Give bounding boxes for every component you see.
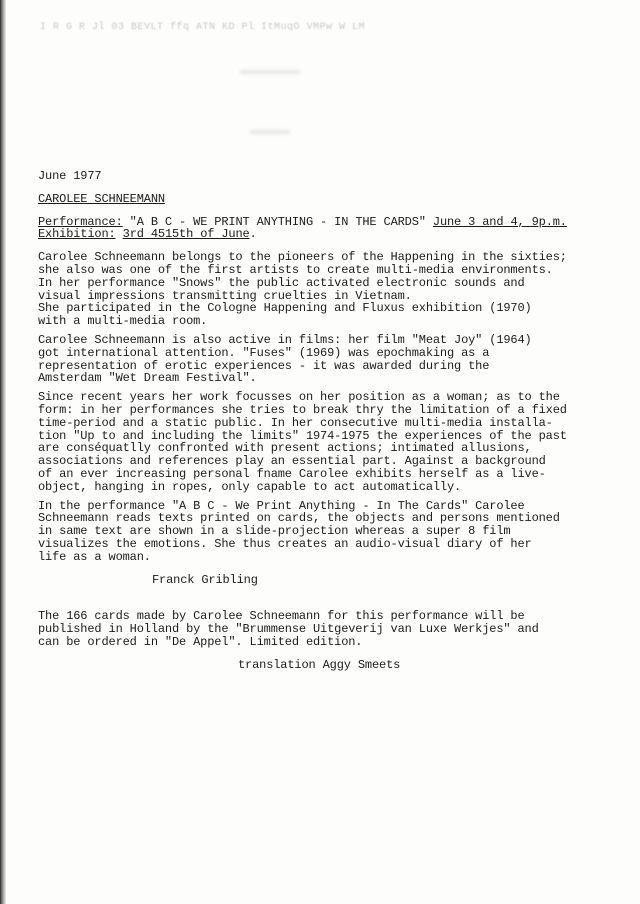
text-line: object, hanging in ropes, only capable to act automatically. [38,479,462,494]
exhibition-end: . [249,227,257,242]
text-line: with a multi-media room. [38,314,208,329]
smudge [240,70,300,74]
text-line: can be ordered in "De Appel". Limited edition. [38,634,363,649]
paragraph-2 [38,334,618,385]
exhibition-line [38,228,618,241]
text-line: time-period and a static public. In her consecutive multi-media installa- [38,415,553,430]
text-line: she also was one of the first artists to create multi-media environments. [38,262,553,277]
text-line: In the performance "A B C - We Print Anything - In The Cards" Carolee [38,498,525,513]
text-line: Carolee Schneemann is also active in films: her film "Meat Joy" (1964) [38,332,532,347]
page-edge-shadow [0,0,6,904]
text-line: Schneemann reads texts printed on cards, the objects and persons mentioned [38,511,560,526]
artist-name: CAROLEE SCHNEEMANN [38,191,165,206]
text-line: of an ever increasing personal fname Carolee exhibits herself as a live- [38,466,546,481]
text-line: visual impressions transmitting cruelties in Vietnam. [38,288,412,303]
text-line: in same text are shown in a slide-projection whereas a super 8 film [38,524,511,539]
smudge [250,130,290,134]
exhibition-dates: 3rd 4515th of June [122,227,250,242]
text-line: representation of erotic experiences - it was awarded during the [38,358,490,373]
paragraph-4 [38,500,618,564]
document-body [38,170,618,672]
text-line: associations and references play an essential part. Against a background [38,454,546,469]
text-line: form: in her performances she tries to break thry the limitation of a fixed [38,402,567,417]
performance-label: Performance: [38,214,123,229]
text-line: She participated in the Cologne Happening and Fluxus exhibition (1970) [38,301,532,316]
date-line: June 1977 [38,169,102,183]
text-line: Carolee Schneemann belongs to the pioneers of the Happening in the sixties; [38,250,567,265]
paragraph-3 [38,391,618,493]
bleed-through-text: I R G R Jl 03 BEVLT ffq ATN KD Pl ItMuqO VMPw W LM [40,22,366,33]
text-line: got international attention. "Fuses" (1969) was epochmaking as a [38,345,490,360]
signature: Franck Gribling [152,572,258,587]
translation-credit: translation Aggy Smeets [238,657,401,672]
exhibition-label: Exhibition: [38,227,116,242]
performance-title: "A B C - WE PRINT ANYTHING - IN THE CARDS" [122,214,433,229]
text-line: In her performance "Snows" the public activated electronic sounds and [38,275,525,290]
paragraph-5 [38,610,618,648]
text-line: published in Holland by the "Brummense Uitgeverij van Luxe Werkjes" and [38,622,539,637]
text-line: The 166 cards made by Carolee Schneemann for this performance will be [38,609,525,624]
text-line: visualizes the emotions. She thus creates an audio-visual diary of her [38,536,532,551]
text-line: life as a woman. [38,549,151,564]
text-line: Amsterdam "Wet Dream Festival". [38,371,257,386]
text-line: Since recent years her work focusses on her position as a woman; as to the [38,390,560,405]
text-line: are conséquatlly confronted with present actions; intimated allusions, [38,441,532,456]
performance-dates: June 3 and 4, 9p.m. [432,214,567,229]
text-line: tion "Up to and including the limits" 1974-1975 the experiences of the past [38,428,567,443]
paragraph-1 [38,251,618,328]
